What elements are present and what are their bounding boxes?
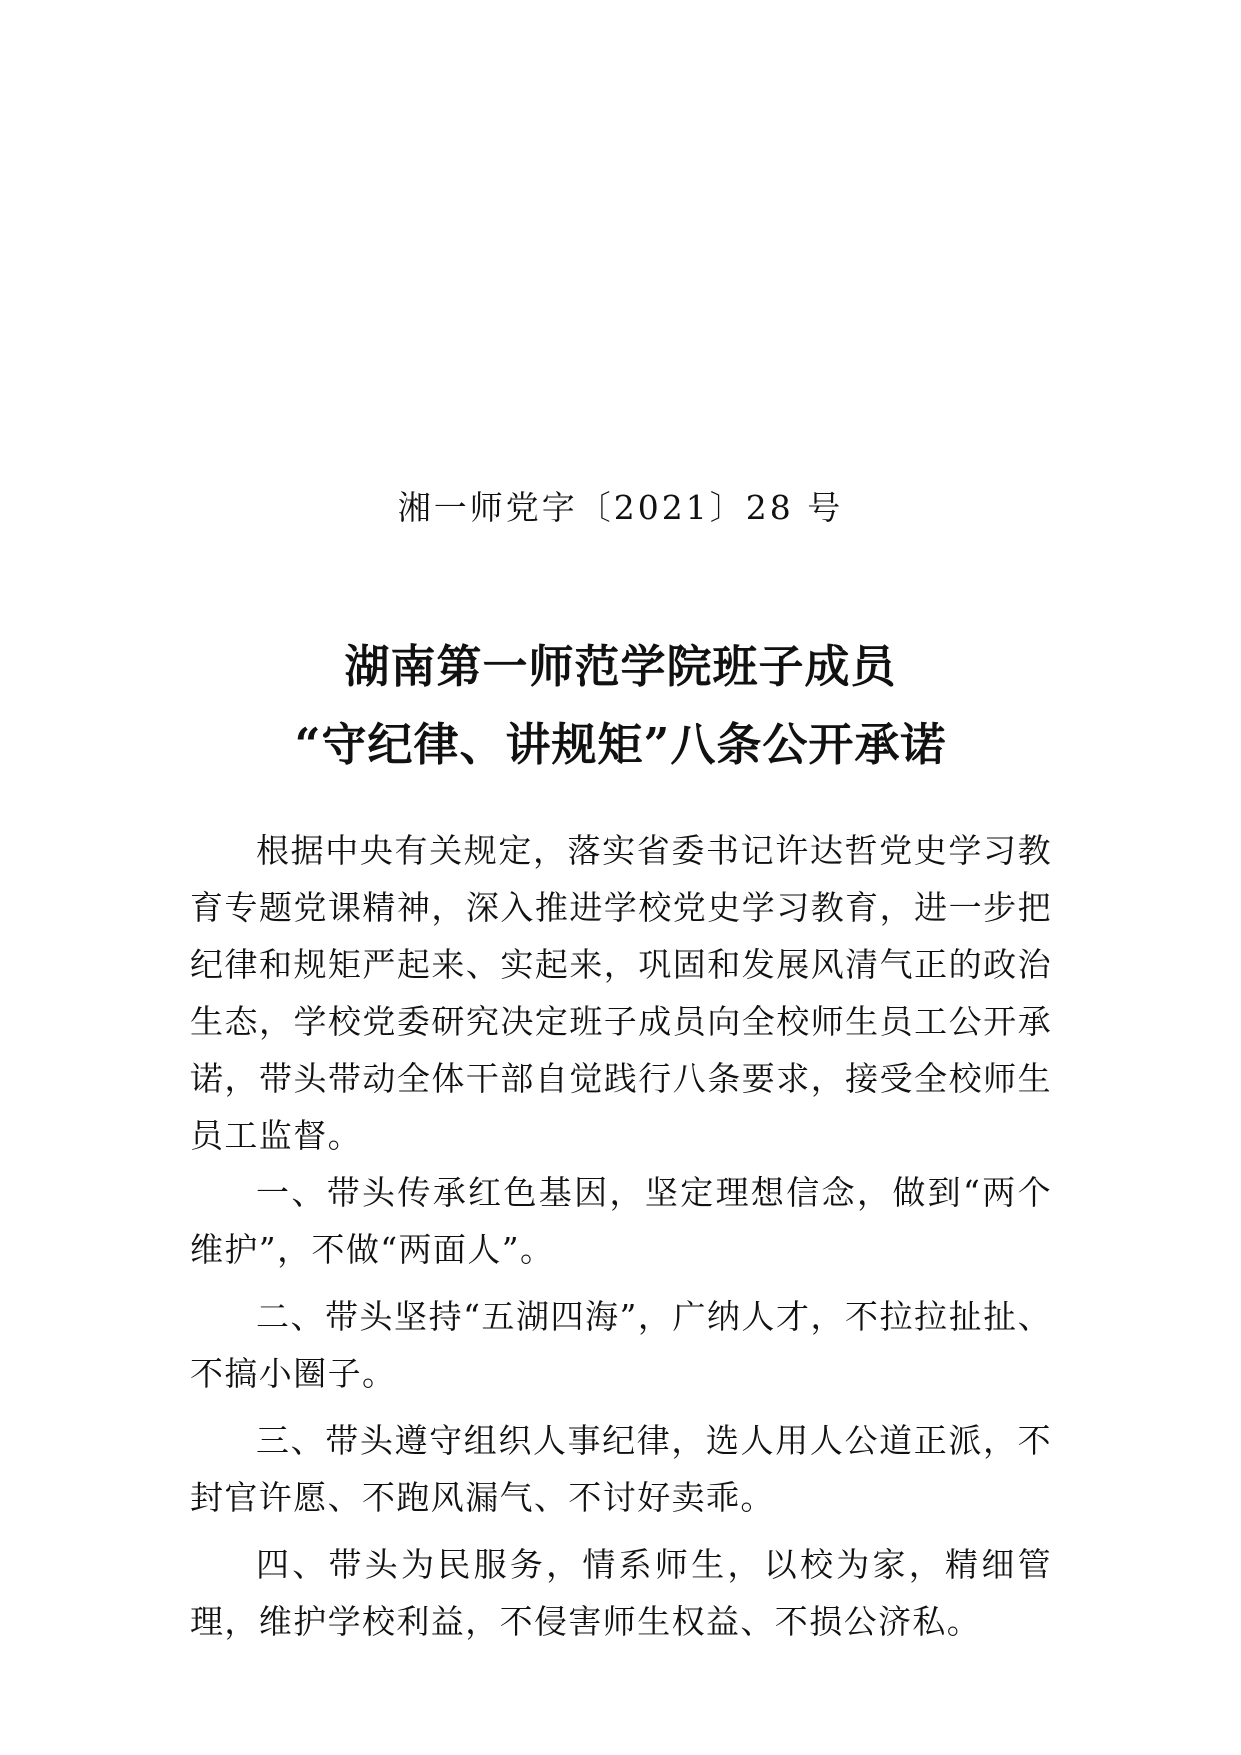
title-line-1: 湖南第一师范学院班子成员 xyxy=(344,640,897,693)
commitment-item-4: 四、带头为民服务，情系师生，以校为家，精细管理，维护学校利益，不侵害师生权益、不损公济私。 xyxy=(190,1545,1052,1641)
document-body xyxy=(190,822,1052,1660)
intro-paragraph: 根据中央有关规定，落实省委书记许达哲党史学习教育专题党课精神，深入推进学校党史学习教育，进一步把纪律和规矩严起来、实起来，巩固和发展风清气正的政治生态，学校党委研究决定班子成员向全校师生员工公开承诺，带头带动全体干部自觉践行八条要求，接受全校师生员工监督。 xyxy=(190,831,1052,1155)
commitment-item-1: 一、带头传承红色基因，坚定理想信念，做到“两个维护”，不做“两面人”。 xyxy=(190,1173,1052,1269)
commitment-item-3: 三、带头遵守组织人事纪律，选人用人公道正派，不封官许愿、不跑风漏气、不讨好卖乖。 xyxy=(190,1421,1052,1517)
commitment-item-2: 二、带头坚持“五湖四海”，广纳人才，不拉拉扯扯、不搞小圈子。 xyxy=(190,1297,1052,1393)
document-number: 湘一师党字〔2021〕28 号 xyxy=(397,488,844,527)
document-title xyxy=(0,628,1241,784)
title-line-2: “守纪律、讲规矩”八条公开承诺 xyxy=(294,718,947,771)
